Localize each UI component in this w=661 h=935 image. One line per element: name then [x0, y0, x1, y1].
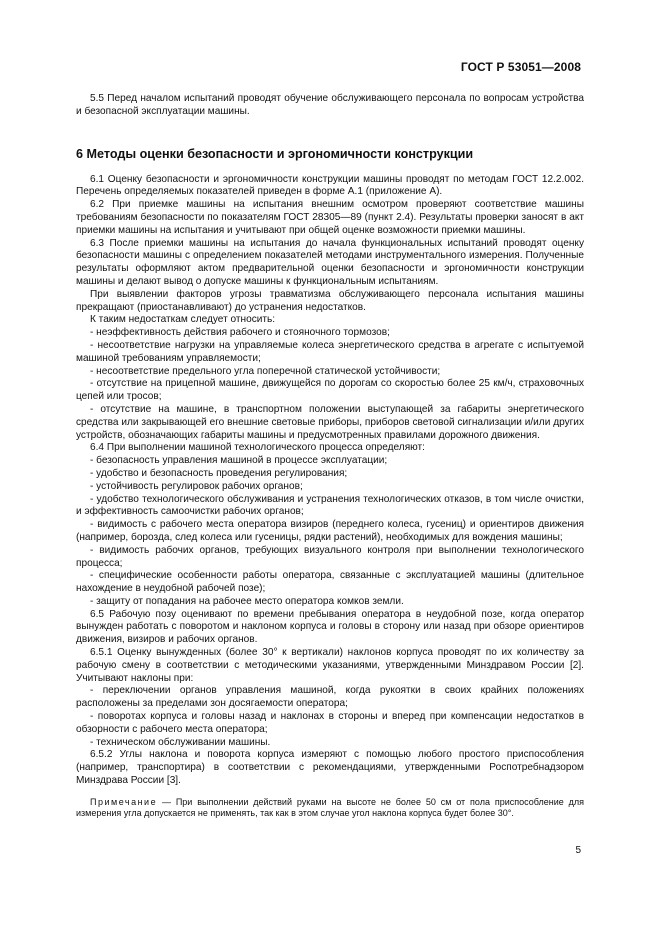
list-item: - отсутствие на машине, в транспортном положении выступающей за габариты энергетического средства или закрывающей его внешние световые приборы, приборов световой сигнализации и/или других устройств, обозначающих габариты машины и предусмотренных правилами дорожного движения.	[76, 403, 584, 441]
list-item: - техническом обслуживании машины.	[90, 736, 271, 748]
paragraph: При выявлении факторов угрозы травматизма обслуживающего персонала испытания машины прекращают (приостанавливают) до устранения недостатков.	[76, 288, 584, 313]
list-item: - несоответствие нагрузки на управляемые колеса энергетического средства в агрегате с испытуемой машиной требованиям управляемости;	[76, 339, 584, 364]
page-body	[76, 91, 584, 820]
section-title: 6 Методы оценки безопасности и эргономичности конструкции	[76, 146, 474, 161]
list-item: - защиту от попадания на рабочее место оператора комков земли.	[90, 595, 404, 607]
list-item: - поворотах корпуса и головы назад и наклонах в стороны и вперед при компенсации недостатков в обзорности с рабочего места оператора;	[76, 711, 584, 735]
list-item: - видимость рабочих органов, требующих визуального контроля при выполнении технологического процесса;	[76, 544, 584, 569]
note-label: Примечание	[90, 796, 158, 807]
paragraph: 6.5.1 Оценку вынужденных (более 30° к вертикали) наклонов корпуса проводят по их количеству за рабочую смену в соответствии с методическими указаниями, утвержденными Минздравом России [2]. Учитывают наклоны при:	[76, 647, 584, 684]
paragraph: 6.2 При приемке машины на испытания внешним осмотром проверяют соответствие машины требованиям безопасности по показателям ГОСТ 28305—89 (пункт 2.4). Результаты проверки заносят в акт приемки машины на испытания и учитывают при общей оценке возможности приемки машины.	[76, 199, 584, 236]
note-text: — При выполнении действий руками на высоте не более 50 см от пола приспособление для измерения угла допускается не применять, так как в этом случае угол наклона корпуса будет более 30°.	[76, 796, 584, 819]
list-item: - устойчивость регулировок рабочих органов;	[90, 480, 303, 492]
paragraph: К таким недостаткам следует относить:	[90, 314, 276, 326]
paragraph: 6.4 При выполнении машиной технологического процесса определяют:	[90, 442, 425, 454]
section-paragraphs	[76, 174, 584, 788]
intro-paragraph: 5.5 Перед началом испытаний проводят обучение обслуживающего персонала по вопросам устройства и безопасной эксплуатации машины.	[76, 93, 584, 117]
paragraph: 6.5.2 Углы наклона и поворота корпуса измеряют с помощью любого простого приспособления (например, транспортира) в соответствии с рекомендациями, утвержденными Роспотребнадзором Минздрава России [3].	[76, 749, 584, 787]
paragraph: 6.3 После приемки машины на испытания до начала функциональных испытаний проводят оценку безопасности машины с определением показателей методами инструментального измерения. Полученные результаты оформляют актом предварительной оценки безопасности и эргономичности конструкции машины и делают вывод о допуске машины к функциональным испытаниям.	[76, 237, 584, 287]
list-item: - неэффективность действия рабочего и стояночного тормозов;	[90, 327, 390, 339]
list-item: - видимость с рабочего места оператора визиров (переднего колеса, гусениц) и ориентиров движения (например, борозда, след колеса или гусеницы, рядки растений), необходимых для вождения машины;	[76, 519, 584, 543]
paragraph: 6.1 Оценку безопасности и эргономичности конструкции машины проводят по методам ГОСТ 12.2.002. Перечень определяемых показателей приведен в форме А.1 (приложение А).	[76, 173, 584, 198]
list-item: - переключении органов управления машиной, когда рукоятки в своих крайних положениях расположены за пределами зон досягаемости оператора;	[76, 685, 584, 710]
list-item: - несоответствие предельного угла поперечной статической устойчивости;	[90, 365, 441, 377]
note	[76, 797, 584, 820]
list-item: - отсутствие на прицепной машине, движущейся по дорогам со скоростью более 25 км/ч, страховочных цепей или тросов;	[76, 378, 584, 403]
list-item: - удобство технологического обслуживания и устранения технологических отказов, в том числе очистки, и эффективность самоочистки рабочих органов;	[76, 493, 584, 518]
page-number: 5	[575, 845, 581, 856]
list-item: - специфические особенности работы оператора, связанные с эксплуатацией машины (длительное нахождение в неудобной рабочей позе);	[76, 570, 584, 595]
paragraph: 6.5 Рабочую позу оценивают по времени пребывания оператора в неудобной позе, когда оператор вынужден работать с поворотом и наклоном корпуса и головы в сторону или назад при обзоре ориентиров движения, визиров и рабочих органов.	[76, 608, 584, 646]
list-item: - безопасность управления машиной в процессе эксплуатации;	[90, 455, 388, 467]
document-code: ГОСТ Р 53051—2008	[460, 60, 581, 74]
list-item: - удобство и безопасность проведения регулирования;	[90, 467, 348, 479]
